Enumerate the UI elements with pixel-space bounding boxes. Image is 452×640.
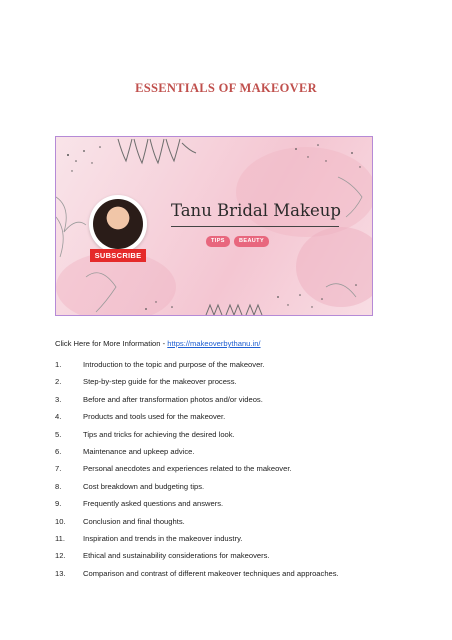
item-number: 11. bbox=[55, 533, 65, 543]
channel-name: Tanu Bridal Makeup bbox=[171, 201, 341, 220]
tag-tips: TIPS bbox=[206, 236, 230, 247]
website-link[interactable]: https://makeoverbythanu.in/ bbox=[167, 339, 261, 348]
item-number: 10. bbox=[55, 516, 66, 526]
item-number: 5. bbox=[55, 429, 62, 439]
more-info-label: Click Here for More Information - bbox=[55, 339, 168, 348]
item-text: Tips and tricks for achieving the desired look. bbox=[83, 429, 235, 439]
item-text: Ethical and sustainability considerations for makeovers. bbox=[83, 551, 270, 561]
item-number: 1. bbox=[55, 360, 62, 369]
item-text: Frequently asked questions and answers. bbox=[83, 499, 224, 509]
item-text: Conclusion and final thoughts. bbox=[83, 516, 185, 526]
item-number: 7. bbox=[55, 464, 62, 474]
item-number: 13. bbox=[55, 568, 66, 578]
item-text: Introduction to the topic and purpose of the makeover. bbox=[83, 360, 265, 369]
item-number: 3. bbox=[55, 394, 62, 404]
item-text: Comparison and contrast of different makeover techniques and approaches. bbox=[83, 568, 339, 578]
item-number: 4. bbox=[55, 412, 62, 422]
list-item bbox=[55, 412, 415, 429]
item-number: 6. bbox=[55, 446, 62, 456]
item-number: 8. bbox=[55, 481, 62, 491]
list-item bbox=[55, 360, 415, 377]
item-text: Maintenance and upkeep advice. bbox=[83, 446, 195, 456]
list-item bbox=[55, 517, 415, 534]
item-number: 12. bbox=[55, 551, 66, 561]
list-item bbox=[55, 430, 415, 447]
list-item bbox=[55, 482, 415, 499]
title-underline bbox=[171, 226, 339, 227]
list-item bbox=[55, 377, 415, 394]
more-info-line bbox=[55, 339, 261, 348]
item-number: 9. bbox=[55, 499, 62, 509]
item-text: Before and after transformation photos and/or videos. bbox=[83, 394, 263, 404]
list-item bbox=[55, 534, 415, 551]
item-text: Personal anecdotes and experiences related to the makeover. bbox=[83, 464, 292, 474]
topic-list bbox=[55, 360, 415, 586]
document-title: ESSENTIALS OF MAKEOVER bbox=[135, 81, 317, 95]
list-item bbox=[55, 447, 415, 464]
profile-photo bbox=[93, 199, 143, 249]
avatar bbox=[89, 195, 147, 253]
item-text: Step-by-step guide for the makeover process. bbox=[83, 377, 237, 387]
tag-beauty: BEAUTY bbox=[234, 236, 269, 247]
list-item bbox=[55, 395, 415, 412]
subscribe-button[interactable]: SUBSCRIBE bbox=[90, 249, 146, 262]
item-text: Cost breakdown and budgeting tips. bbox=[83, 481, 205, 491]
list-item bbox=[55, 464, 415, 481]
list-item bbox=[55, 551, 415, 568]
item-text: Products and tools used for the makeover. bbox=[83, 412, 226, 422]
list-item bbox=[55, 569, 415, 586]
channel-banner-image bbox=[55, 136, 373, 316]
item-number: 2. bbox=[55, 377, 62, 387]
item-text: Inspiration and trends in the makeover industry. bbox=[83, 533, 243, 543]
list-item bbox=[55, 499, 415, 516]
